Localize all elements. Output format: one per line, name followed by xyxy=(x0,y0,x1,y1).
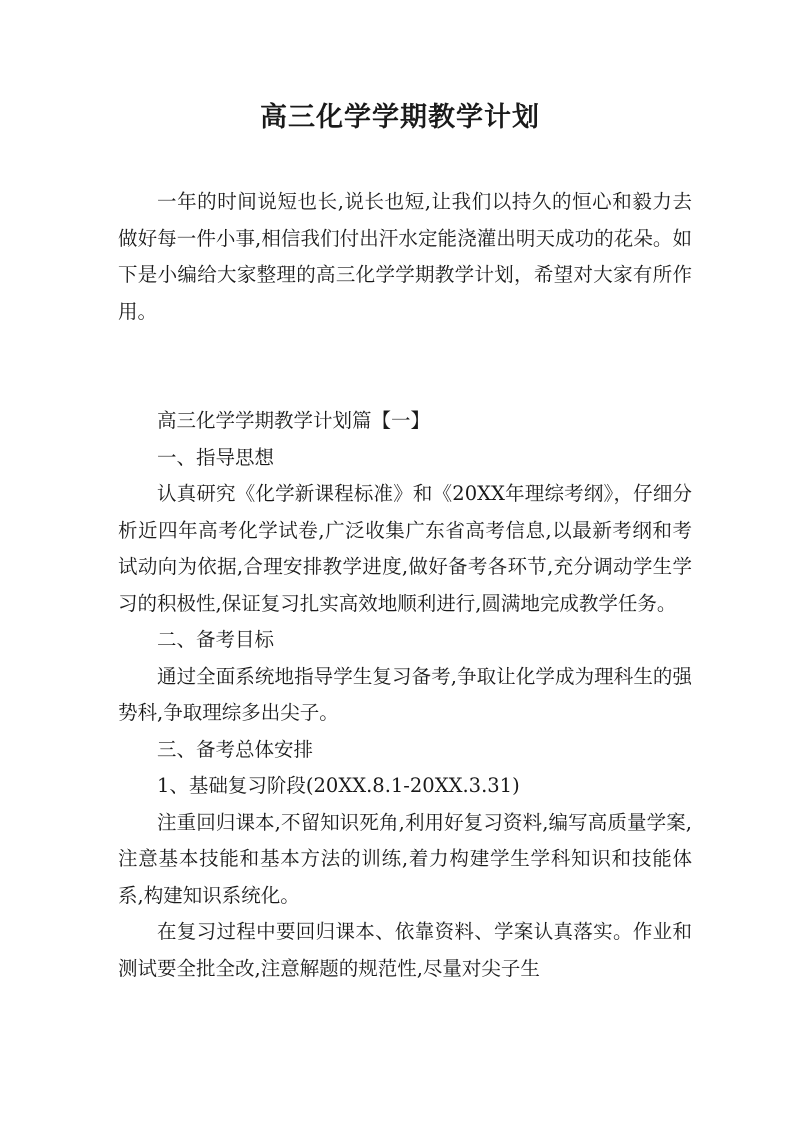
paragraph-spacer xyxy=(118,367,692,404)
heading-guiding-ideology: 一、指导思想 xyxy=(157,445,275,469)
paragraph-basic-review: 注重回归课本,不留知识死角,利用好复习资料,编写高质量学案,注意基本技能和基本方法的训练,着力构建学生学科知识和技能体系,构建知识系统化。 xyxy=(118,810,692,907)
section-heading-part-one: 高三化学学期教学计划篇【一】 xyxy=(157,409,431,432)
heading-exam-goals: 二、备考目标 xyxy=(157,628,275,651)
paragraph-review-process: 在复习过程中要回归课本、依靠资料、学案认真落实。作业和测试要全批全改,注意解题的规范性,尽量对尖子生 xyxy=(118,920,692,980)
heading-basic-review-stage: 1、基础复习阶段(20XX.8.1-20XX.3.31) xyxy=(157,774,520,797)
heading-overall-arrangement: 三、备考总体安排 xyxy=(157,737,314,761)
paragraph-guiding-ideology: 认真研究《化学新课程标准》和《20XX年理综考纲》，仔细分析近四年高考化学试卷,广泛收集广东省高考信息,以最新考纲和考试动向为依据,合理安排教学进度,做好备考各环节,充分调动学生学习的积极性,保证复习扎实高效地顺利进行,圆满地完成教学任务。 xyxy=(118,482,692,615)
intro-paragraph: 一年的时间说短也长,说长也短,让我们以持久的恒心和毅力去做好每一件小事,相信我们付出汗水定能浇灌出明天成功的花朵。如下是小编给大家整理的高三化学学期教学计划，希望对大家有所作用。 xyxy=(118,190,692,323)
document-title: 高三化学学期教学计划 xyxy=(260,102,540,133)
paragraph-spacer xyxy=(118,330,692,367)
paragraph-exam-goals: 通过全面系统地指导学生复习备考,争取让化学成为理科生的强势科,争取理综多出尖子。 xyxy=(118,664,692,724)
document-body xyxy=(118,184,692,987)
